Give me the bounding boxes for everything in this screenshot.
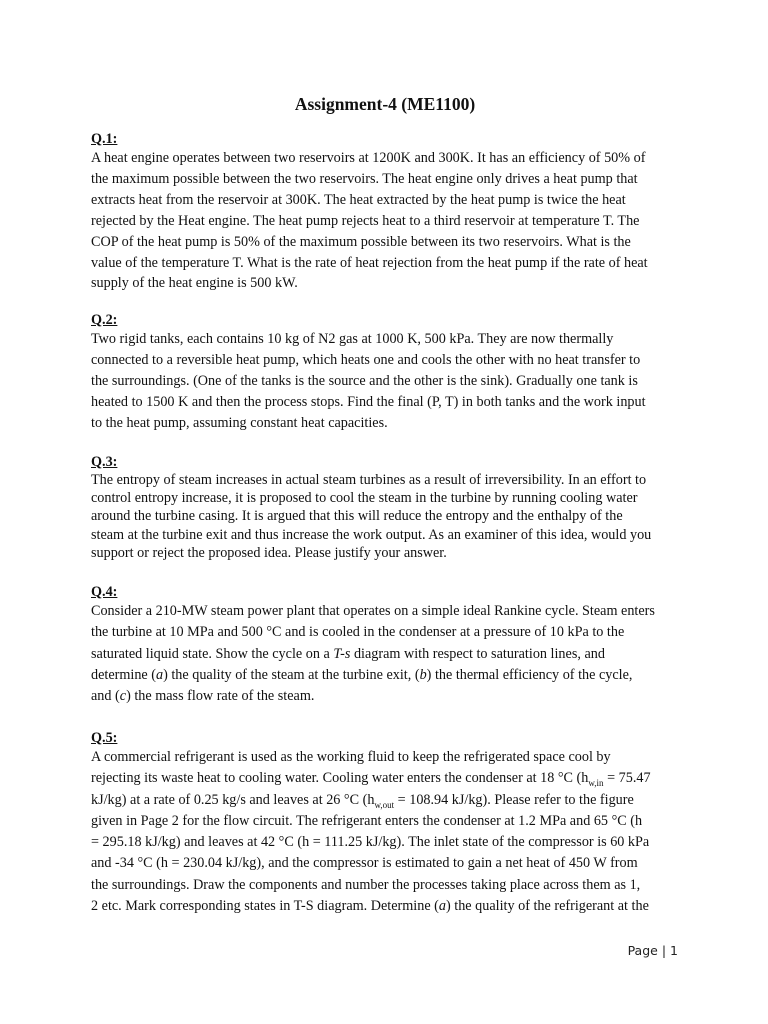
- question-5-line: kJ/kg) at a rate of 0.25 kg/s and leaves at 26 °C ($h_{w,out} = 108.94$ kJ/kg). Please refer to the figure: [91, 791, 634, 810]
- question-5-line: = 295.18 kJ/kg) and leaves at 42 °C (h = 111.25 kJ/kg). The inlet state of the compressor is 60 kPa: [91, 834, 650, 851]
- question-5-line: and -34 °C (h = 230.04 kJ/kg), and the compressor is estimated to gain a net heat of 450 W from: [91, 855, 638, 872]
- question-4-line: saturated liquid state. Show the cycle on a T-s diagram with respect to saturation lines, and: [91, 645, 605, 662]
- question-3: [91, 453, 679, 562]
- question-2-text: [91, 329, 679, 434]
- page-footer: [628, 943, 678, 958]
- document-title: Assignment-4 (ME1100): [294, 94, 476, 114]
- question-4: [91, 583, 679, 707]
- question-1-line: A heat engine operates between two reservoirs at 1200K and 300K. It has an efficiency of 50% of: [91, 150, 646, 166]
- question-5-line: the surroundings. Draw the components and number the processes taking place across them as 1,: [91, 876, 641, 893]
- question-2-line: connected to a reversible heat pump, which heats one and cools the other with no heat transfer to: [91, 351, 641, 368]
- question-1-line: the maximum possible between the two reservoirs. The heat engine only drives a heat pump that: [91, 170, 638, 187]
- page-number: 1: [670, 943, 678, 958]
- question-2-line: the surroundings. (One of the tanks is the source and the other is the sink). Gradually one tank is: [91, 372, 638, 389]
- question-5-text: [91, 747, 679, 917]
- question-3-line: control entropy increase, it is proposed to cool the steam in the turbine by running cooling water: [91, 490, 638, 507]
- question-4-line: Consider a 210-MW steam power plant that operates on a simple ideal Rankine cycle. Steam enters: [91, 603, 655, 619]
- question-1-line: supply of the heat engine is 500 kW.: [91, 275, 298, 292]
- question-4-text: [91, 601, 679, 707]
- page-label: Page: [627, 943, 658, 958]
- question-4-line: determine (a) the quality of the steam at the turbine exit, (b) the thermal efficiency of the cycle,: [91, 666, 633, 683]
- question-5-line: rejecting its waste heat to cooling water. Cooling water enters the condenser at 18 °C ($h_{w,in} = 75.47$: [91, 770, 651, 789]
- question-3-line: steam at the turbine exit and thus increase the work output. As an examiner of this idea, would you: [91, 526, 652, 543]
- question-1-label: Q.1:: [91, 131, 118, 147]
- question-2: [91, 311, 679, 434]
- question-5: [91, 729, 679, 917]
- question-1: [91, 130, 679, 294]
- question-1-text: [91, 148, 679, 294]
- question-2-line: Two rigid tanks, each contains 10 kg of N2 gas at 1000 K, 500 kPa. They are now thermally: [91, 331, 614, 347]
- question-5-label: Q.5:: [91, 730, 118, 746]
- question-2-label: Q.2:: [91, 312, 118, 328]
- question-3-line: around the turbine casing. It is argued that this will reduce the entropy and the enthalpy of the: [91, 508, 623, 525]
- question-1-line: rejected by the Heat engine. The heat pump rejects heat to a third reservoir at temperature T. The: [91, 212, 640, 229]
- question-3-line: support or reject the proposed idea. Please justify your answer.: [91, 544, 447, 561]
- question-1-line: extracts heat from the reservoir at 300K. The heat extracted by the heat pump is twice the heat: [91, 191, 626, 208]
- question-4-line: and (c) the mass flow rate of the steam.: [91, 688, 315, 705]
- question-2-line: to the heat pump, assuming constant heat capacities.: [91, 414, 388, 431]
- question-3-label: Q.3:: [91, 454, 118, 470]
- question-3-text: [91, 471, 679, 562]
- question-4-line: the turbine at 10 MPa and 500 °C and is cooled in the condenser at a pressure of 10 kPa to the: [91, 624, 625, 641]
- question-5-line: given in Page 2 for the flow circuit. The refrigerant enters the condenser at 1.2 MPa and 65 °C (h: [91, 812, 643, 829]
- question-5-line: A commercial refrigerant is used as the working fluid to keep the refrigerated space cool by: [91, 749, 611, 765]
- question-3-line: The entropy of steam increases in actual steam turbines as a result of irreversibility. In an effort to: [91, 472, 647, 488]
- document-page: [91, 0, 679, 1024]
- question-5-line: 2 etc. Mark corresponding states in T-S diagram. Determine (a) the quality of the refrigerant at the: [91, 898, 649, 915]
- page-separator: |: [661, 943, 667, 958]
- question-1-line: COP of the heat pump is 50% of the maximum possible between its two reservoirs. What is the: [91, 233, 631, 250]
- ts-diagram-term: T-s: [333, 645, 351, 662]
- question-2-line: heated to 1500 K and then the process stops. Find the final (P, T) in both tanks and the work input: [91, 393, 646, 410]
- question-4-label: Q.4:: [91, 584, 118, 600]
- question-1-line: value of the temperature T. What is the rate of heat rejection from the heat pump if the rate of heat: [91, 254, 648, 271]
